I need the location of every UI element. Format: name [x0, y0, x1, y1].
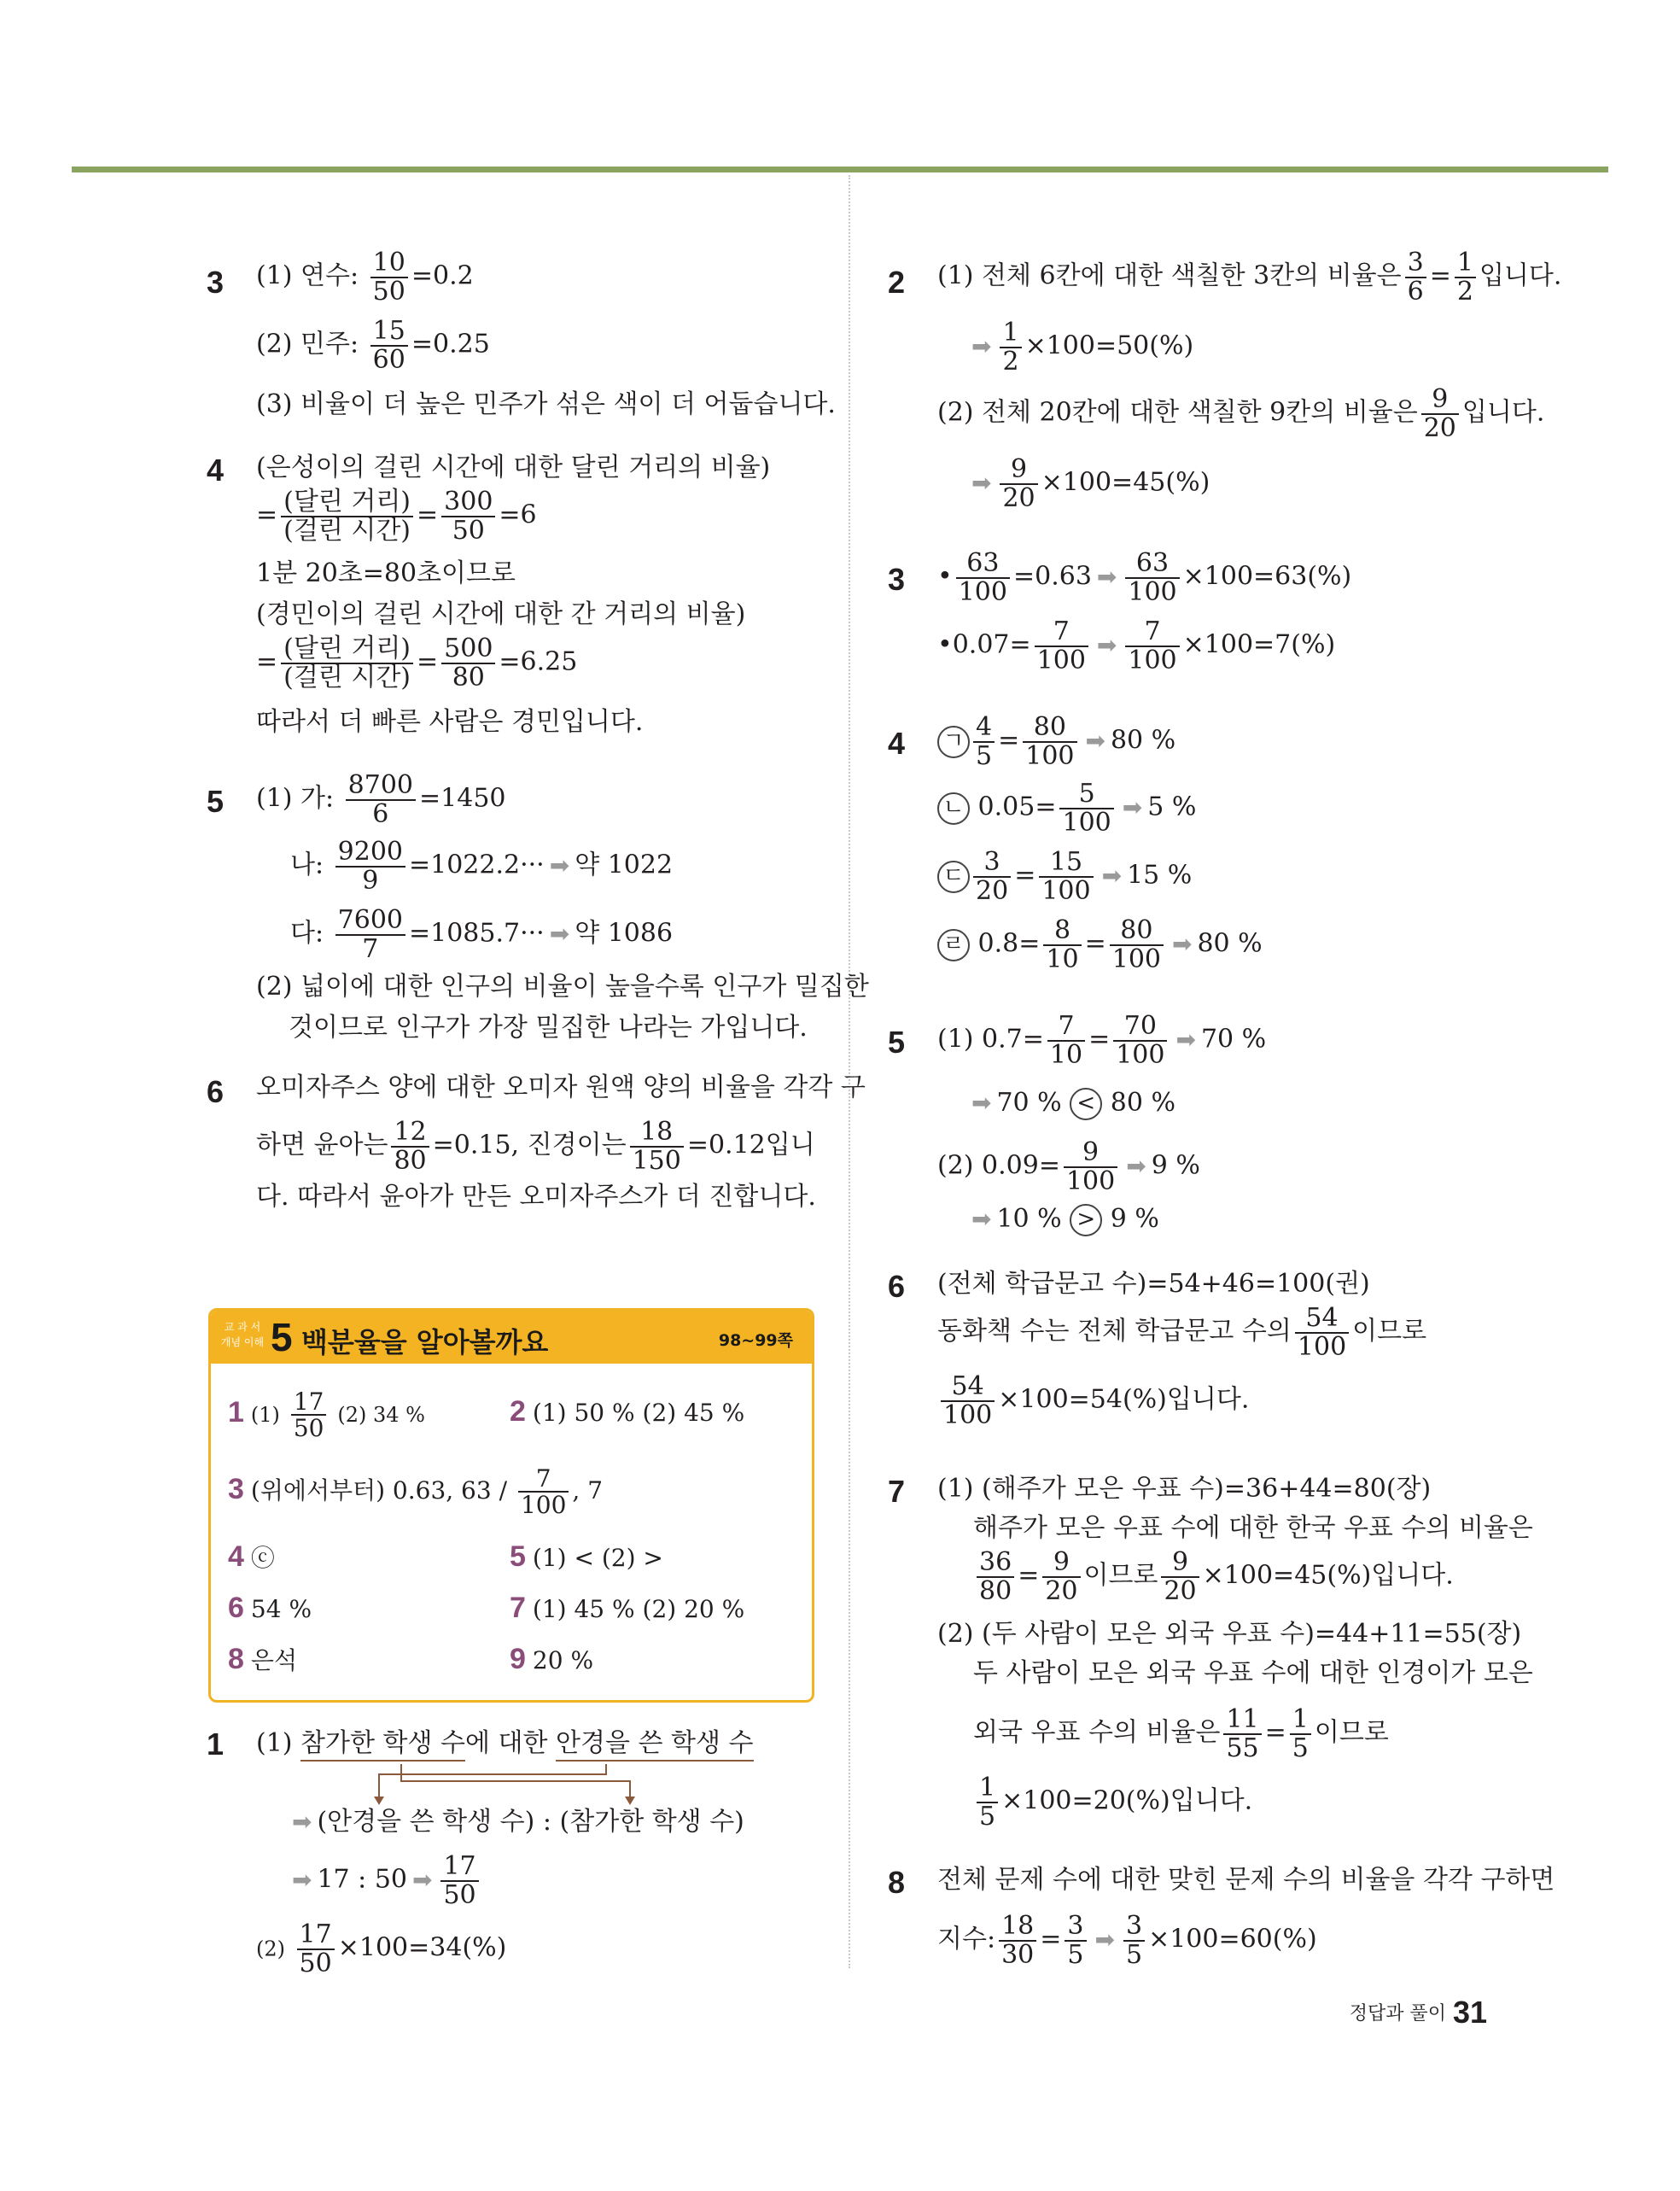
question-number: 4 [207, 453, 225, 488]
answer-line: = $\frac{\text{(달린 거리)}}{\text{(걸린 시간)}}$ = $\frac{500}{80}$ =6.25 [256, 634, 578, 692]
answer-line: (2) 민주: $\frac{15}{60}$ =0.25 [256, 316, 490, 375]
box-answer: 5 (1) < (2) > [510, 1540, 663, 1573]
arrow-icon: ➡ [292, 1865, 312, 1894]
answer-line: (은성이의 걸린 시간에 대한 달린 거리의 비율) [256, 453, 771, 482]
page-number: 31 [1452, 1995, 1487, 2030]
arrow-icon: ➡ [412, 1865, 433, 1894]
box-answer: 3 (위에서부터) 0.63, 63 / $\frac{7}{100}$ , 7 [228, 1464, 604, 1520]
question-number: 3 [888, 562, 906, 597]
question-number: 6 [888, 1269, 906, 1304]
answer-line: ㄷ $\frac{3}{20}$ = $\frac{15}{100}$ ➡ 15 % [937, 849, 1192, 904]
answer-line: •0.07= $\frac{7}{100}$ ➡ $\frac{7}{100}$ ×100=7(%) [937, 616, 1336, 675]
answer-line: ㄹ 0.8= $\frac{8}{10}$ = $\frac{80}{100}$ ➡ 80 % [937, 917, 1263, 973]
answer-line: ➡ $\frac{9}{20}$ ×100=45(%) [971, 454, 1210, 513]
answer-line: 두 사람이 모은 외국 우표 수에 대한 인경이가 모은 [973, 1658, 1533, 1688]
answer-line: = $\frac{\text{(달린 거리)}}{\text{(걸린 시간)}}$ = $\frac{300}{50}$ =6 [256, 487, 537, 546]
answer-line: (2) $\frac{17}{50}$ ×100=34(%) [256, 1919, 507, 1978]
arrow-icon: ➡ [1096, 562, 1117, 591]
page-range: 98~99쪽 [718, 1331, 793, 1350]
arrow-icon: ➡ [971, 331, 992, 360]
arrow-icon: ➡ [1096, 630, 1117, 659]
box-answer: 6 54 % [228, 1592, 312, 1624]
arrow-icon: ➡ [1085, 726, 1105, 755]
question-number: 2 [888, 265, 906, 300]
arrow-icon: ➡ [1172, 929, 1193, 958]
answer-line: 오미자주스 양에 대한 오미자 원액 양의 비율을 각각 구 [256, 1072, 866, 1102]
box-answer: 4 ⓒ [228, 1540, 275, 1573]
answer-line: (경민이의 걸린 시간에 대한 간 거리의 비율) [256, 599, 746, 629]
answer-line: (1) 참가한 학생 수에 대한 안경을 쓴 학생 수 [256, 1727, 754, 1761]
footer-label: 정답과 풀이 [1349, 2003, 1446, 2024]
question-number: 3 [207, 265, 225, 300]
question-number: 1 [207, 1727, 225, 1762]
section-number: 5 [271, 1315, 293, 1359]
box-answer: 7 (1) 45 % (2) 20 % [510, 1592, 745, 1624]
answer-line: (1) (해주가 모은 우표 수)=36+44=80(장) [937, 1474, 1432, 1504]
textbook-tag: 교 과 서 개념 이해 [220, 1321, 265, 1348]
answer-line: 다. 따라서 윤아가 만든 오미자주스가 더 진합니다. [256, 1182, 816, 1212]
box-answer: 1 (1) $\frac{17}{50}$ (2) 34 % [228, 1388, 425, 1443]
answer-line: ➡ 70 % < 80 % [966, 1086, 1175, 1120]
arrow-icon: ➡ [971, 468, 992, 497]
answer-line: 지수: $\frac{18}{30}$ = $\frac{3}{5}$ ➡ $\frac{3}{5}$ ×100=60(%) [937, 1911, 1317, 1970]
arrow-icon: ➡ [549, 850, 570, 879]
answer-line: (3) 비율이 더 높은 민주가 섞은 색이 더 어둡습니다. [256, 389, 836, 419]
answer-line: ㄱ $\frac{4}{5}$ = $\frac{80}{100}$ ➡ 80 % [937, 714, 1175, 769]
question-number: 6 [207, 1074, 225, 1109]
arrow-icon: ➡ [971, 1205, 992, 1233]
question-number: 5 [888, 1025, 906, 1060]
circled-label: ㄹ [937, 929, 970, 961]
question-number: 5 [207, 784, 225, 819]
question-number: 4 [888, 726, 906, 761]
top-rule [72, 167, 1608, 172]
answer-line: $\frac{36}{80}$ = $\frac{9}{20}$ 이므로 $\frac{9}{20}$ ×100=45(%)입니다. [973, 1549, 1454, 1604]
comparison-symbol: > [1070, 1204, 1102, 1236]
answer-line: 해주가 모은 우표 수에 대한 한국 우표 수의 비율은 [973, 1513, 1533, 1543]
answer-line: 동화책 수는 전체 학급문고 수의 $\frac{54}{100}$ 이므로 [937, 1303, 1427, 1362]
answer-line: • $\frac{63}{100}$ =0.63 ➡ $\frac{63}{100}$ ×100=63(%) [937, 548, 1352, 607]
arrow-icon: ➡ [1101, 861, 1123, 890]
answer-line: (2) 전체 20칸에 대한 색칠한 9칸의 비율은 $\frac{9}{20}$ 입니다. [937, 384, 1545, 443]
arrow-icon: ➡ [549, 919, 570, 948]
answer-line: ➡ 17 : 50 ➡ $\frac{17}{50}$ [287, 1853, 482, 1908]
arrow-icon: ➡ [1175, 1025, 1196, 1054]
box-answer: 9 20 % [510, 1643, 594, 1675]
answer-line: 것이므로 인구가 가장 밀집한 나라는 가입니다. [289, 1013, 808, 1043]
answer-line: (2) 0.09= $\frac{9}{100}$ ➡ 9 % [937, 1137, 1200, 1196]
arrow-icon: ➡ [292, 1808, 312, 1836]
answer-line: $\frac{1}{5}$ ×100=20(%)입니다. [973, 1774, 1252, 1830]
arrow-icon: ➡ [1122, 792, 1143, 821]
answer-line: 1분 20초=80초이므로 [256, 558, 516, 588]
circled-label: ㄱ [937, 726, 970, 758]
answer-line: $\frac{54}{100}$ ×100=54(%)입니다. [937, 1373, 1249, 1429]
answer-line: ➡ (안경을 쓴 학생 수) : (참가한 학생 수) [292, 1807, 744, 1837]
answer-line: 하면 윤아는 $\frac{12}{80}$ =0.15, 진경이는 $\frac{18}{150}$ =0.12입니 [256, 1117, 815, 1176]
circled-label: ㄴ [937, 792, 970, 825]
box-answer: 8 은석 [228, 1643, 298, 1675]
arrow-icon: ➡ [971, 1089, 992, 1117]
arrow-icon: ➡ [1094, 1925, 1115, 1954]
answer-line: ➡ 10 % > 9 % [966, 1202, 1159, 1236]
answer-line: (2) (두 사람이 모은 외국 우표 수)=44+11=55(장) [937, 1619, 1522, 1649]
answer-line: (2) 넓이에 대한 인구의 비율이 높을수록 인구가 밀집한 [256, 972, 869, 1002]
concept-answer-box [208, 1308, 814, 1703]
circled-label: ㄷ [937, 861, 970, 893]
box-answer: 2 (1) 50 % (2) 45 % [510, 1395, 745, 1428]
answer-line: 다: $\frac{7600}{7}$ =1085.7··· ➡ 약 1086 [290, 905, 674, 964]
page-footer [1350, 1995, 1487, 2030]
answer-line: (1) 0.7= $\frac{7}{10}$ = $\frac{70}{100}$ ➡ 70 % [937, 1011, 1267, 1070]
answer-line: (1) 가: $\frac{8700}{6}$ =1450 [256, 770, 506, 829]
comparison-symbol: < [1070, 1088, 1102, 1120]
answer-line: 외국 우표 수의 비율은 $\frac{11}{55}$ = $\frac{1}{5}$ 이므로 [973, 1704, 1389, 1763]
question-number: 7 [888, 1474, 906, 1509]
answer-line: ㄴ 0.05= $\frac{5}{100}$ ➡ 5 % [937, 780, 1196, 836]
swap-arrows-diagram [359, 1761, 649, 1808]
box-header [211, 1311, 812, 1364]
arrow-icon: ➡ [1126, 1151, 1146, 1180]
answer-line: (1) 전체 6칸에 대한 색칠한 3칸의 비율은 $\frac{3}{6}$ = $\frac{1}{2}$ 입니다. [937, 248, 1562, 307]
section-title: 백분율을 알아볼까요 [301, 1326, 549, 1358]
answer-line: (1) 연수: $\frac{10}{50}$ =0.2 [256, 248, 474, 307]
answer-line: ➡ $\frac{1}{2}$ ×100=50(%) [971, 318, 1194, 377]
question-number: 8 [888, 1865, 906, 1900]
answer-line: (전체 학급문고 수)=54+46=100(권) [937, 1269, 1370, 1299]
answer-line: 나: $\frac{9200}{9}$ =1022.2··· ➡ 약 1022 [290, 837, 674, 896]
answer-line: 따라서 더 빠른 사람은 경민입니다. [256, 707, 644, 737]
answer-line: 전체 문제 수에 대한 맞힌 문제 수의 비율을 각각 구하면 [937, 1865, 1555, 1895]
